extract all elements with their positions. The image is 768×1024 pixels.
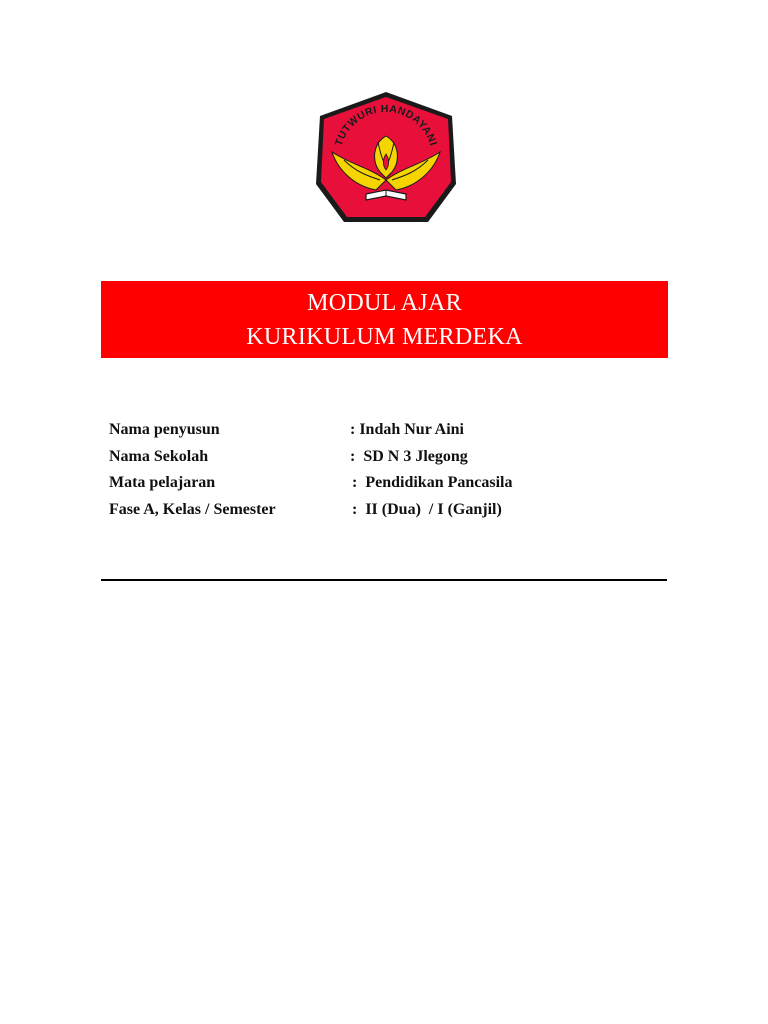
title-banner — [101, 281, 668, 358]
info-row-phase — [109, 497, 649, 524]
horizontal-divider — [101, 579, 667, 581]
tut-wuri-handayani-logo — [310, 88, 462, 228]
info-value: : II (Dua) / I (Ganjil) — [352, 500, 502, 518]
info-label: Mata pelajaran — [109, 474, 216, 491]
info-value: : Indah Nur Aini — [350, 421, 464, 438]
module-info — [109, 417, 649, 523]
info-label: Nama Sekolah — [109, 447, 209, 465]
info-label: Nama penyusun — [109, 421, 220, 438]
info-row-author — [109, 417, 649, 444]
info-row-school — [109, 444, 649, 471]
info-value: : SD N 3 Jlegong — [350, 447, 468, 465]
emblem-icon — [310, 88, 462, 228]
info-value: : Pendidikan Pancasila — [352, 474, 513, 491]
banner-title-line-2: KURIKULUM MERDEKA — [246, 323, 523, 350]
info-label: Fase A, Kelas / Semester — [109, 500, 276, 518]
banner-title-line-1: MODUL AJAR — [307, 289, 462, 316]
info-row-subject — [109, 470, 649, 497]
svg-text:TUTWURI HANDAYANI: TUTWURI HANDAYANI — [332, 102, 440, 148]
